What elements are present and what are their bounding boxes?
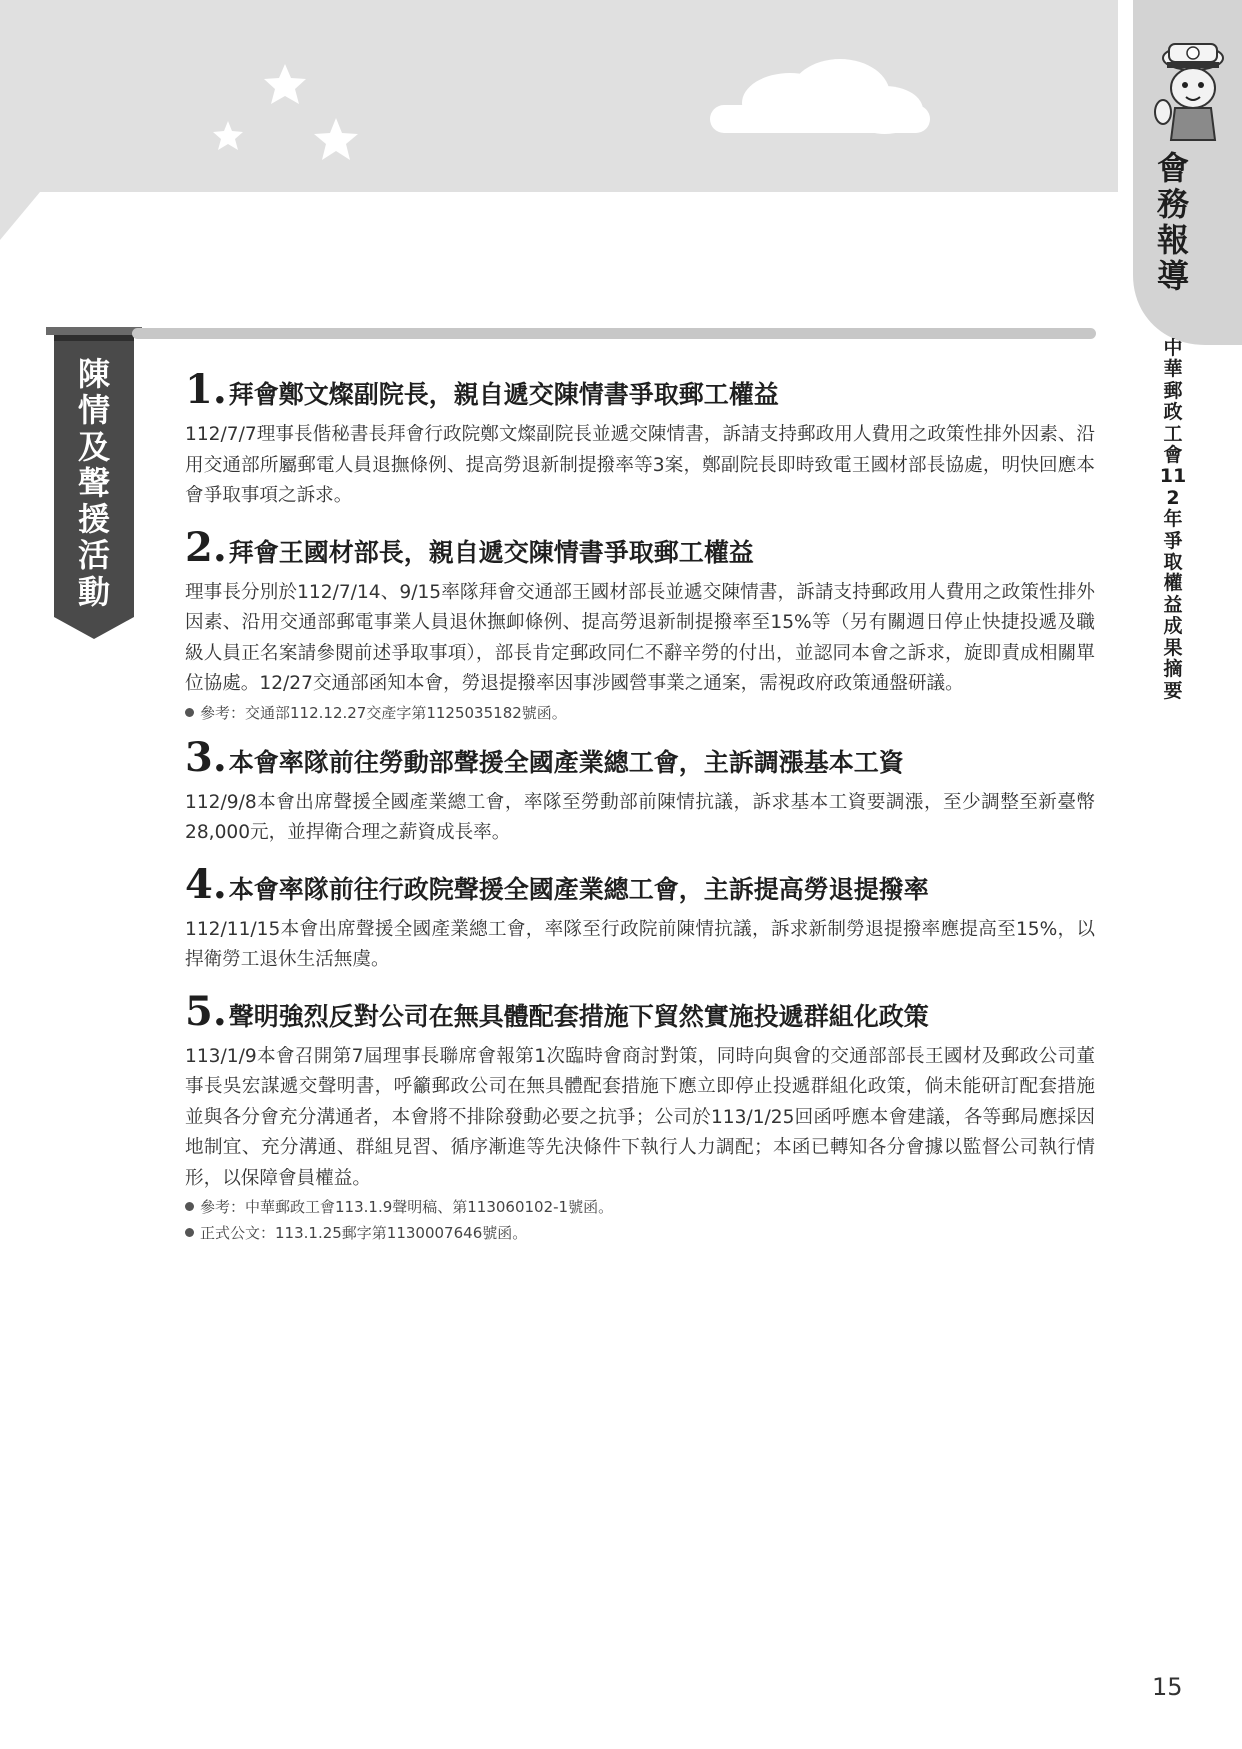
- item-title: 本會率隊前往行政院聲援全國產業總工會，主訴提高勞退提撥率: [228, 874, 929, 904]
- list-item: [185, 860, 1095, 976]
- item-number: 3.: [185, 733, 227, 781]
- reference-note: [185, 1220, 1095, 1246]
- item-body: 理事長分別於112/7/14、9/15率隊拜會交通部王國材部長並遞交陳情書，訴請支持郵政用人費用之政策性排外因素、沿用交通部郵電事業人員退休撫卹條例、提高勞退新制提撥率至15%等（另有關週日停止快捷投遞及職級人員正名案請參閱前述爭取事項），部長肯定郵政同仁不辭辛勞的付出，並認同本會之訴求，旋即責成相關單位協處。12/27交通部函知本會，勞退提撥率因事涉國營事業之通案，需視政府政策通盤研議。: [185, 581, 1095, 694]
- content-area: [185, 368, 1095, 1246]
- item-heading: [185, 733, 1095, 781]
- page-number: 15: [1152, 1673, 1183, 1701]
- item-heading: [185, 860, 1095, 908]
- item-title: 本會率隊前往勞動部聲援全國產業總工會，主訴調漲基本工資: [228, 747, 904, 777]
- item-number: 1.: [185, 366, 227, 413]
- list-item: [185, 987, 1095, 1247]
- side-tab-title: 會務報導: [1156, 149, 1189, 295]
- list-item: [185, 733, 1095, 849]
- side-subtitle: 中華郵政工會112年爭取權益成果摘要: [1159, 337, 1187, 702]
- reference-text: 參考：交通部112.12.27交產字第1125035182號函。: [200, 703, 567, 722]
- reference-text: 參考：中華郵政工會113.1.9聲明稿、第113060102-1號函。: [200, 1198, 614, 1216]
- list-item: [185, 368, 1095, 512]
- item-title: 聲明強烈反對公司在無具體配套措施下貿然實施投遞群組化政策: [228, 1001, 929, 1031]
- item-heading: [185, 987, 1095, 1035]
- item-heading: [185, 368, 1095, 412]
- reference-note: [185, 700, 1095, 726]
- item-body: 113/1/9本會召開第7屆理事長聯席會報第1次臨時會商討對策，同時向與會的交通部部長王國材及郵政公司董事長吳宏謀遞交聲明書，呼籲郵政公司在無具體配套措施下應立即停止投遞群組化政策，倘未能研訂配套措施並與各分會充分溝通者，本會將不排除發動必要之抗爭；公司於113/1/25回函呼應本會建議，各等郵局應採因地制宜、充分溝通、群組見習、循序漸進等先決條件下執行人力調配；本函已轉知各分會據以監督公司執行情形，以保障會員權益。: [185, 1045, 1095, 1189]
- bullet-icon: [185, 1202, 194, 1211]
- item-title: 拜會鄭文燦副院長，親自遞交陳情書爭取郵工權益: [228, 380, 779, 409]
- divider: [132, 328, 1096, 339]
- item-number: 2.: [185, 523, 227, 571]
- item-number: 5.: [185, 987, 227, 1035]
- item-body: 112/9/8本會出席聲援全國產業總工會，率隊至勞動部前陳情抗議，訴求基本工資要調漲，至少調整至新臺幣28,000元，並捍衛合理之薪資成長率。: [185, 791, 1095, 843]
- bullet-icon: [185, 708, 194, 717]
- item-body: 112/11/15本會出席聲援全國產業總工會，率隊至行政院前陳情抗議，訴求新制勞退提撥率應提高至15%，以捍衛勞工退休生活無虞。: [185, 918, 1095, 970]
- item-number: 4.: [185, 860, 227, 908]
- bullet-icon: [185, 1228, 194, 1237]
- reference-note: [185, 1194, 1095, 1220]
- list-item: [185, 523, 1095, 726]
- reference-text: 正式公文：113.1.25郵字第1130007646號函。: [200, 1224, 528, 1242]
- item-title: 拜會王國材部長，親自遞交陳情書爭取郵工權益: [228, 537, 754, 567]
- header-banner: [0, 0, 1242, 260]
- item-body: 112/7/7理事長偕秘書長拜會行政院鄭文燦副院長並遞交陳情書，訴請支持郵政用人費用之政策性排外因素、沿用交通部所屬郵電人員退撫條例、提高勞退新制提撥率等3案，鄭副院長即時致電王國材部長協處，明快回應本會爭取事項之訴求。: [185, 424, 1095, 506]
- section-label: 陳情及聲援活動: [77, 355, 110, 611]
- item-heading: [185, 523, 1095, 571]
